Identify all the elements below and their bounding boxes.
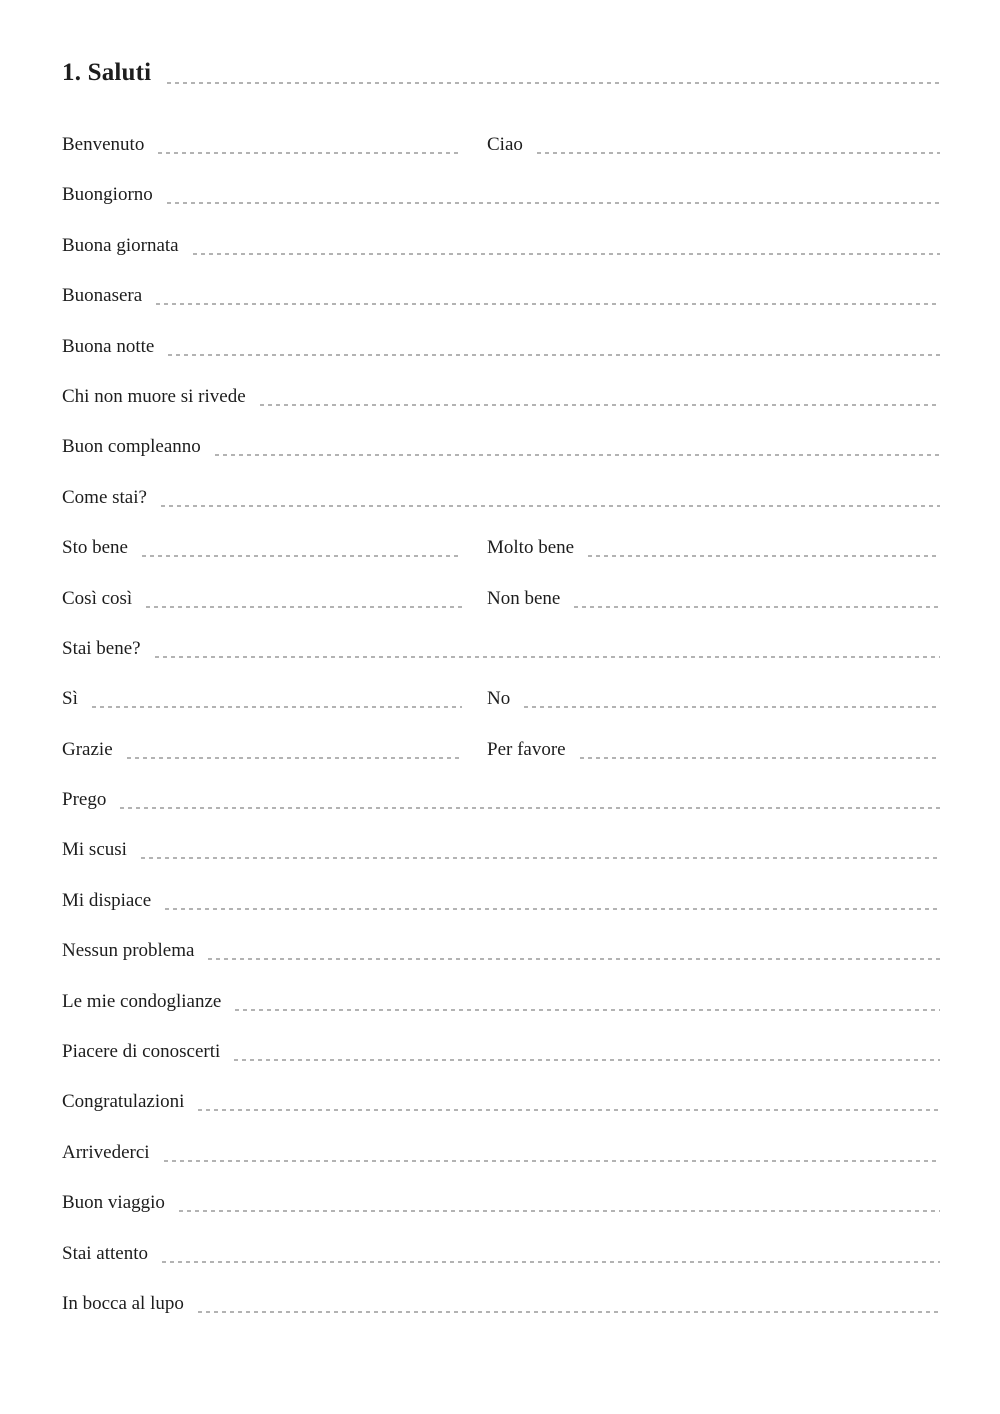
vocab-cell — [62, 120, 462, 170]
vocab-term: No — [487, 688, 511, 710]
answer-line — [234, 1059, 940, 1061]
vocab-row — [62, 574, 940, 624]
answer-line — [235, 1009, 940, 1011]
answer-line — [198, 1109, 940, 1111]
vocab-row — [62, 170, 940, 220]
vocab-term: Buona giornata — [62, 234, 179, 256]
vocab-row — [62, 825, 940, 875]
vocab-term: Arrivederci — [62, 1141, 150, 1163]
vocab-term: Sto bene — [62, 537, 128, 559]
vocab-term: Stai bene? — [62, 637, 141, 659]
answer-line — [92, 706, 462, 708]
vocab-cell — [62, 1077, 940, 1127]
answer-line — [179, 1210, 940, 1212]
section-title-row — [62, 58, 940, 88]
answer-line — [156, 303, 940, 305]
answer-line — [120, 807, 940, 809]
vocab-cell — [62, 1128, 940, 1178]
vocab-term: Per favore — [487, 738, 566, 760]
vocab-row — [62, 1229, 940, 1279]
vocab-row — [62, 1279, 940, 1329]
vocab-cell — [62, 1027, 940, 1077]
vocab-row — [62, 1027, 940, 1077]
vocab-term: Buongiorno — [62, 184, 153, 206]
answer-line — [198, 1311, 940, 1313]
answer-line — [574, 606, 940, 608]
vocab-term: In bocca al lupo — [62, 1292, 184, 1314]
vocab-cell — [62, 1279, 940, 1329]
vocab-cell — [62, 977, 940, 1027]
vocab-row — [62, 674, 940, 724]
vocab-term: Buon compleanno — [62, 436, 201, 458]
vocab-term: Mi dispiace — [62, 889, 152, 911]
vocab-term: Prego — [62, 789, 107, 811]
answer-line — [127, 757, 462, 759]
vocab-cell — [62, 170, 940, 220]
vocab-row — [62, 1178, 940, 1228]
vocab-cell — [62, 473, 940, 523]
vocab-term: Buona notte — [62, 335, 155, 357]
vocab-term: Buonasera — [62, 285, 143, 307]
vocab-term: Benvenuto — [62, 134, 145, 155]
answer-line — [141, 857, 940, 859]
vocab-cell — [62, 523, 462, 573]
vocab-row — [62, 977, 940, 1027]
vocab-cell — [62, 1178, 940, 1228]
vocab-term: Congratulazioni — [62, 1091, 185, 1113]
answer-line — [193, 253, 940, 255]
vocab-cell — [62, 926, 940, 976]
vocab-row — [62, 926, 940, 976]
vocab-cell — [62, 624, 940, 674]
vocab-row — [62, 271, 940, 321]
vocab-term: Non bene — [487, 587, 561, 609]
answer-line — [162, 1261, 940, 1263]
vocab-term: Piacere di conoscerti — [62, 1041, 221, 1063]
vocab-cell — [62, 876, 940, 926]
vocab-cell — [487, 674, 940, 724]
vocab-cell — [62, 221, 940, 271]
vocab-cell — [62, 674, 462, 724]
page-title: 1. Saluti — [62, 59, 152, 86]
vocab-cell — [487, 523, 940, 573]
answer-line — [580, 757, 940, 759]
answer-line — [158, 152, 462, 154]
vocab-cell — [487, 120, 940, 170]
vocab-cell — [62, 322, 940, 372]
vocab-cell — [487, 574, 940, 624]
vocab-term: Grazie — [62, 738, 113, 760]
vocab-cell — [62, 725, 462, 775]
vocab-cell — [62, 775, 940, 825]
answer-line — [168, 354, 940, 356]
answer-line — [537, 152, 940, 154]
answer-line — [142, 555, 462, 557]
vocab-row — [62, 1077, 940, 1127]
vocab-row — [62, 1128, 940, 1178]
vocab-term: Stai attento — [62, 1242, 149, 1264]
vocab-row — [62, 221, 940, 271]
vocab-term: Le mie condoglianze — [62, 990, 222, 1012]
vocab-row — [62, 876, 940, 926]
vocab-row — [62, 422, 940, 472]
vocab-row — [62, 473, 940, 523]
title-answer-line — [167, 82, 940, 84]
vocab-term: Chi non muore si rivede — [62, 385, 246, 407]
answer-line — [167, 202, 940, 204]
vocab-term: Ciao — [487, 134, 523, 155]
vocab-row — [62, 120, 940, 170]
vocab-row — [62, 725, 940, 775]
vocab-term: Così così — [62, 587, 133, 609]
vocab-term: Come stai? — [62, 486, 147, 508]
answer-line — [161, 505, 940, 507]
vocab-row — [62, 775, 940, 825]
vocab-term: Sì — [62, 688, 78, 710]
vocab-cell — [487, 725, 940, 775]
answer-line — [208, 958, 940, 960]
answer-line — [164, 1160, 940, 1162]
vocab-term: Nessun problema — [62, 940, 195, 962]
vocab-row — [62, 322, 940, 372]
answer-line — [215, 454, 940, 456]
vocab-cell — [62, 372, 940, 422]
vocab-cell — [62, 1229, 940, 1279]
answer-line — [146, 606, 462, 608]
vocab-term: Mi scusi — [62, 839, 127, 861]
answer-line — [260, 404, 940, 406]
vocab-term: Buon viaggio — [62, 1192, 165, 1214]
vocab-list — [62, 120, 940, 1329]
vocab-row — [62, 523, 940, 573]
answer-line — [165, 908, 940, 910]
answer-line — [588, 555, 940, 557]
vocab-row — [62, 624, 940, 674]
vocab-term: Molto bene — [487, 537, 575, 559]
vocab-cell — [62, 422, 940, 472]
answer-line — [524, 706, 940, 708]
vocab-cell — [62, 574, 462, 624]
vocab-row — [62, 372, 940, 422]
vocab-cell — [62, 825, 940, 875]
vocab-cell — [62, 271, 940, 321]
answer-line — [155, 656, 940, 658]
